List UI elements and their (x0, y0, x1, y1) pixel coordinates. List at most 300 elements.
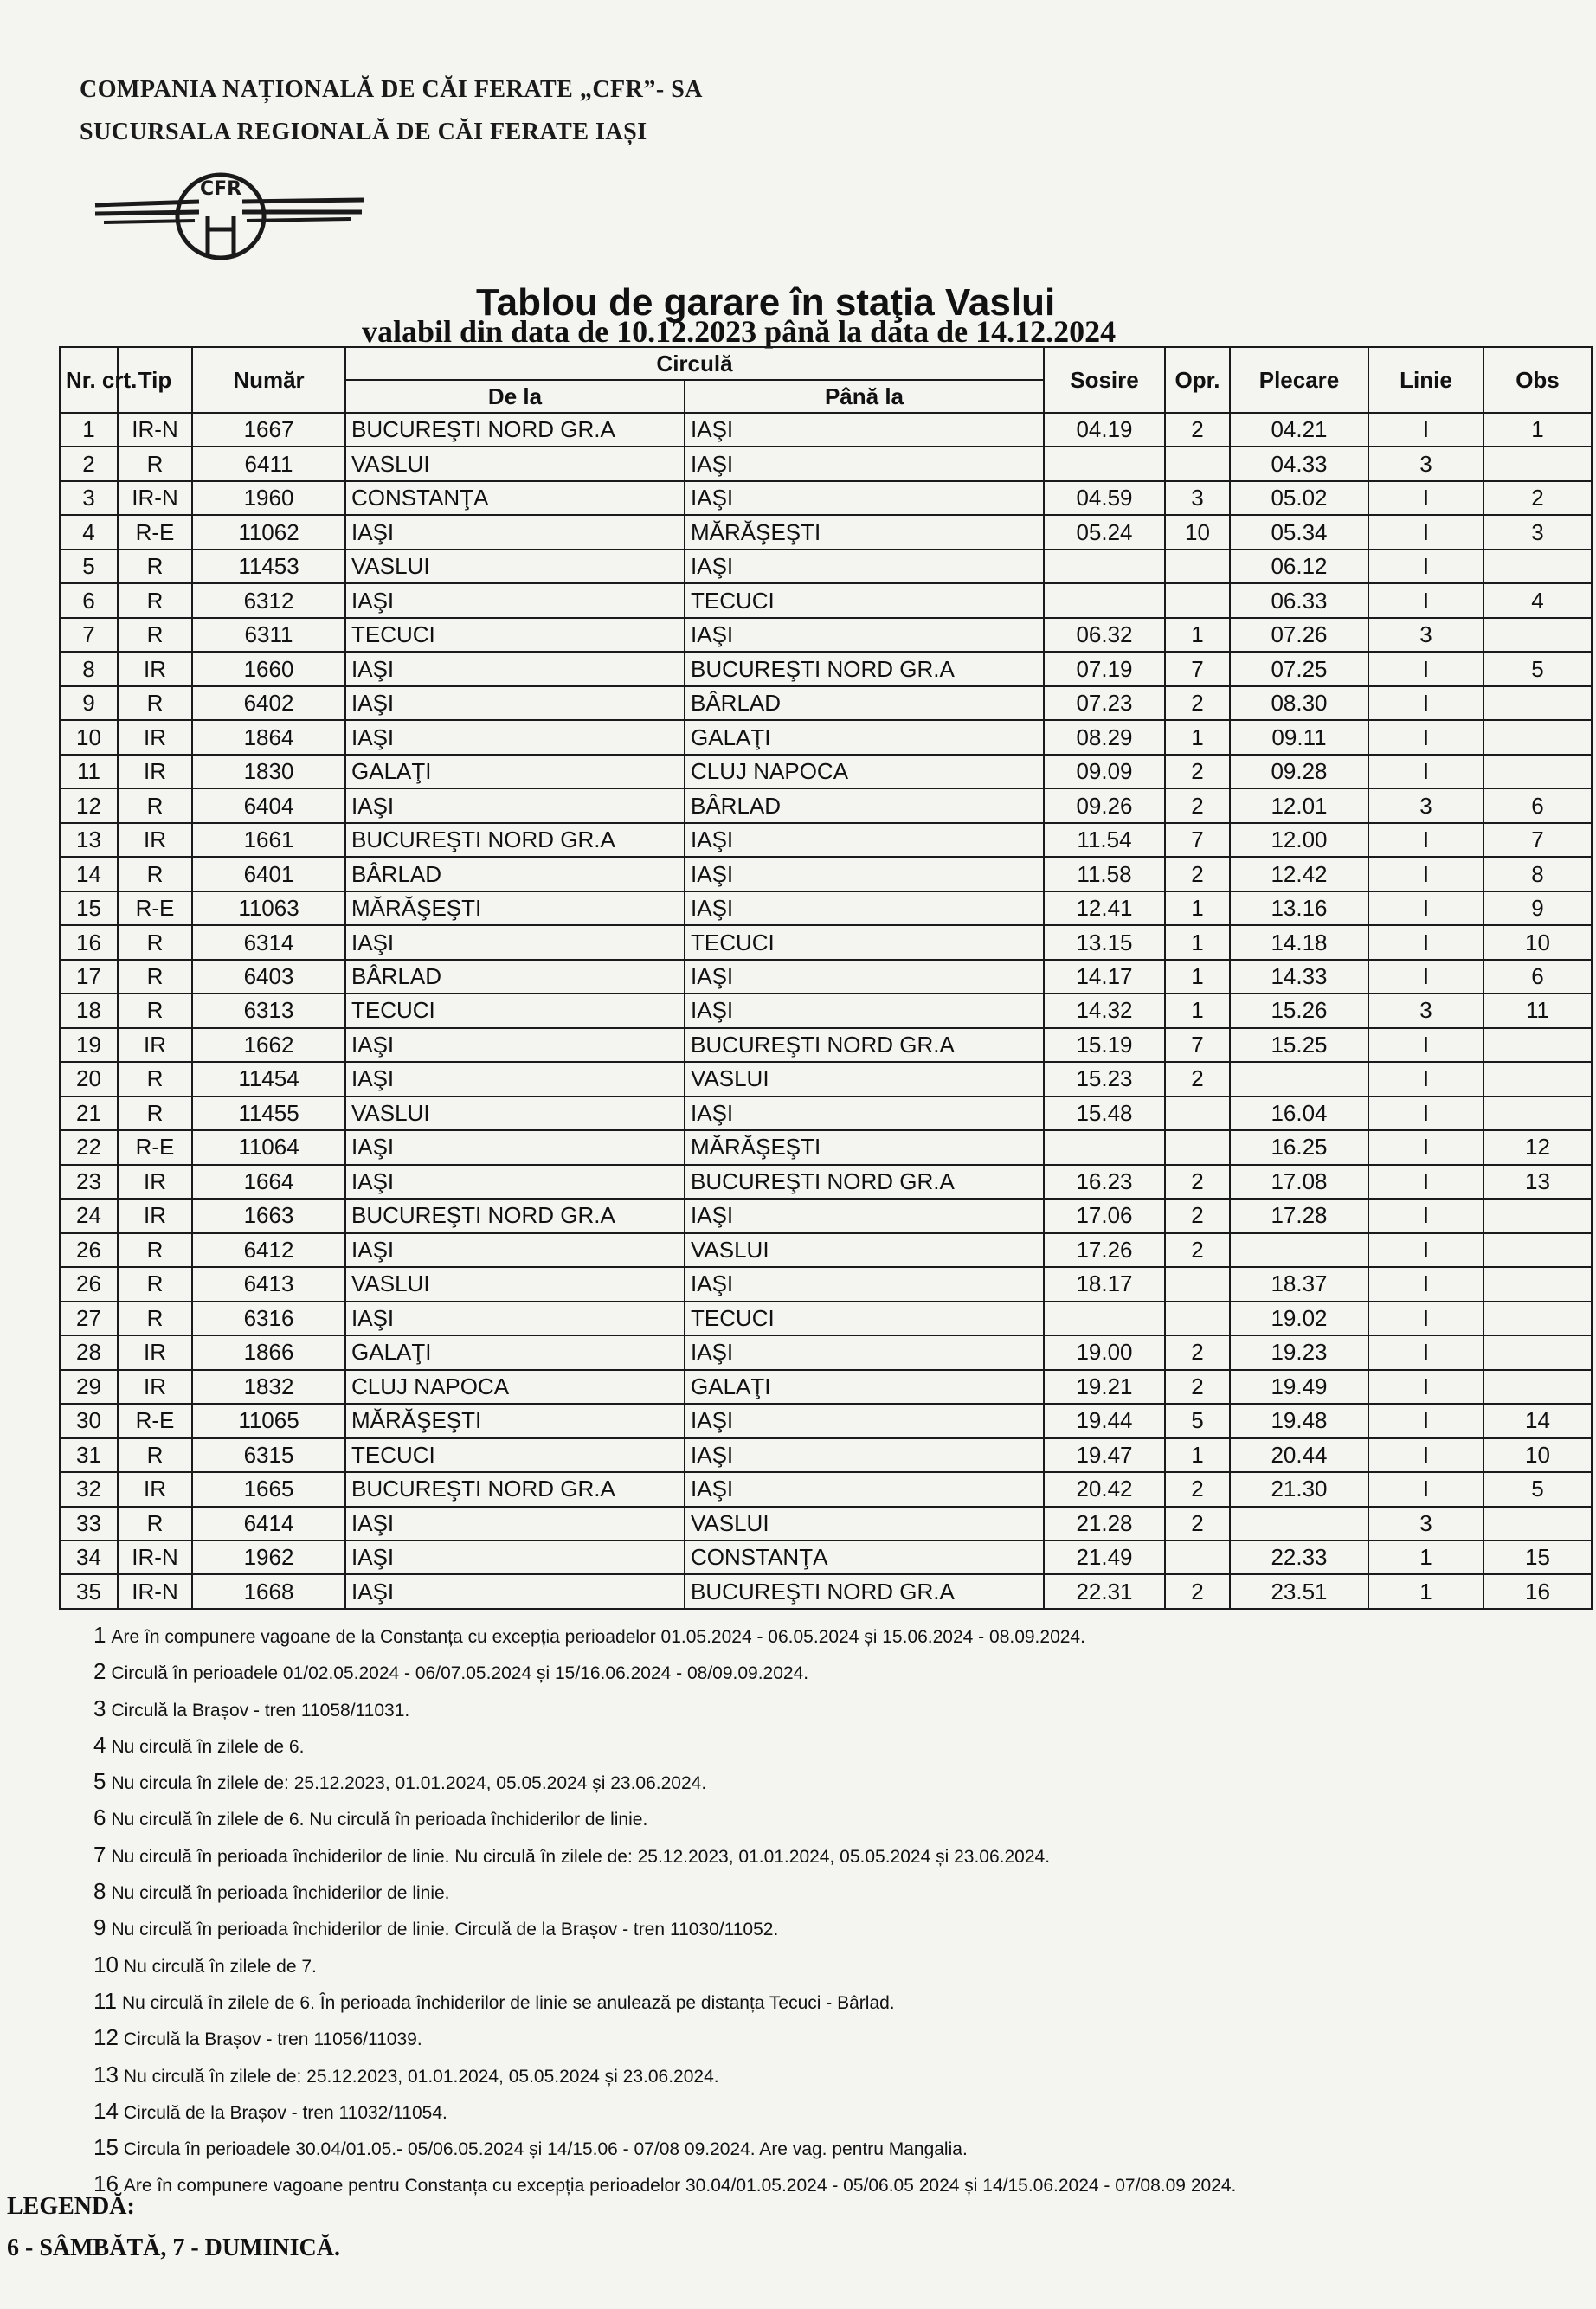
row-de-la: IAŞI (345, 652, 685, 685)
row-de-la: BÂRLAD (345, 857, 685, 891)
row-sosire: 07.23 (1044, 686, 1165, 720)
row-nr: 32 (60, 1472, 118, 1506)
row-tip: IR-N (118, 413, 192, 447)
footnote-number: 1 (93, 1622, 106, 1648)
row-linie: 1 (1368, 1574, 1483, 1609)
row-tip: IR (118, 1370, 192, 1404)
row-linie: I (1368, 1233, 1483, 1267)
row-linie: I (1368, 413, 1483, 447)
row-obs (1483, 686, 1592, 720)
row-tip: R (118, 857, 192, 891)
row-de-la: VASLUI (345, 1097, 685, 1130)
row-pana-la: GALAŢI (685, 720, 1044, 754)
table-row (60, 755, 1592, 788)
row-opr: 2 (1165, 686, 1230, 720)
row-plecare (1230, 1507, 1368, 1540)
table-row (60, 618, 1592, 652)
row-numar: 6403 (192, 960, 345, 994)
row-sosire (1044, 1130, 1165, 1164)
row-de-la: IAŞI (345, 1574, 685, 1609)
row-linie: 3 (1368, 618, 1483, 652)
row-pana-la: BUCUREŞTI NORD GR.A (685, 1574, 1044, 1609)
row-linie: I (1368, 515, 1483, 549)
col-de-la: De la (345, 380, 685, 413)
row-pana-la: BUCUREŞTI NORD GR.A (685, 652, 1044, 685)
footnote (93, 1690, 1236, 1727)
row-obs (1483, 1370, 1592, 1404)
row-obs (1483, 1062, 1592, 1096)
validity-period: valabil din data de 10.12.2023 până la data de 14.12.2024 (362, 314, 1117, 349)
row-obs (1483, 1097, 1592, 1130)
footnote-number: 6 (93, 1804, 106, 1831)
row-de-la: CONSTANŢA (345, 481, 685, 515)
row-opr: 2 (1165, 1507, 1230, 1540)
row-sosire: 15.19 (1044, 1028, 1165, 1062)
footnote (93, 2056, 1236, 2093)
footnote-number: 9 (93, 1914, 106, 1941)
row-linie: 3 (1368, 1507, 1483, 1540)
row-sosire: 17.26 (1044, 1233, 1165, 1267)
row-tip: R-E (118, 1404, 192, 1437)
row-plecare: 14.18 (1230, 925, 1368, 959)
row-nr: 11 (60, 755, 118, 788)
footnotes (93, 1617, 1236, 2203)
row-sosire (1044, 583, 1165, 617)
row-numar: 11453 (192, 550, 345, 583)
row-linie: I (1368, 1404, 1483, 1437)
row-de-la: VASLUI (345, 550, 685, 583)
row-sosire: 17.06 (1044, 1199, 1165, 1232)
row-tip: R (118, 1507, 192, 1540)
row-sosire: 20.42 (1044, 1472, 1165, 1506)
row-numar: 6315 (192, 1438, 345, 1472)
footnote-number: 5 (93, 1768, 106, 1795)
row-tip: R (118, 994, 192, 1027)
row-obs: 2 (1483, 481, 1592, 515)
row-numar: 6401 (192, 857, 345, 891)
table-row (60, 1438, 1592, 1472)
footnote-number: 4 (93, 1731, 106, 1758)
row-obs (1483, 1302, 1592, 1335)
table-row (60, 1302, 1592, 1335)
row-nr: 26 (60, 1267, 118, 1301)
row-obs: 11 (1483, 994, 1592, 1027)
row-tip: IR (118, 755, 192, 788)
row-opr: 1 (1165, 720, 1230, 754)
footnote-number: 16 (93, 2171, 119, 2197)
row-obs: 12 (1483, 1130, 1592, 1164)
footnote (93, 1873, 1236, 1909)
row-numar: 1830 (192, 755, 345, 788)
footnote (93, 1727, 1236, 1763)
col-tip: Tip (118, 347, 192, 413)
row-de-la: IAŞI (345, 1540, 685, 1574)
footnote-text: Circulă în perioadele 01/02.05.2024 - 06/07.05.2024 și 15/16.06.2024 - 08/09.09.2024. (111, 1663, 809, 1684)
col-linie: Linie (1368, 347, 1483, 413)
row-opr: 2 (1165, 1370, 1230, 1404)
row-de-la: BUCUREŞTI NORD GR.A (345, 1199, 685, 1232)
row-linie: I (1368, 1438, 1483, 1472)
table-row (60, 1062, 1592, 1096)
row-pana-la: IAŞI (685, 1267, 1044, 1301)
footnote (93, 1653, 1236, 1689)
col-nr: Nr. crt. (60, 347, 118, 413)
row-plecare: 14.33 (1230, 960, 1368, 994)
row-nr: 26 (60, 1233, 118, 1267)
row-linie: I (1368, 652, 1483, 685)
row-obs (1483, 1199, 1592, 1232)
row-obs: 7 (1483, 823, 1592, 857)
row-opr: 2 (1165, 1165, 1230, 1199)
row-nr: 31 (60, 1438, 118, 1472)
footnote (93, 1909, 1236, 1946)
row-numar: 1960 (192, 481, 345, 515)
row-nr: 5 (60, 550, 118, 583)
row-nr: 4 (60, 515, 118, 549)
row-pana-la: CONSTANŢA (685, 1540, 1044, 1574)
row-tip: R-E (118, 515, 192, 549)
row-numar: 6312 (192, 583, 345, 617)
col-obs: Obs (1483, 347, 1592, 413)
row-sosire: 15.23 (1044, 1062, 1165, 1096)
row-obs (1483, 1267, 1592, 1301)
table-row (60, 1507, 1592, 1540)
row-sosire: 07.19 (1044, 652, 1165, 685)
row-obs: 10 (1483, 1438, 1592, 1472)
row-nr: 22 (60, 1130, 118, 1164)
row-pana-la: IAŞI (685, 823, 1044, 857)
row-plecare: 19.48 (1230, 1404, 1368, 1437)
row-pana-la: IAŞI (685, 413, 1044, 447)
row-tip: IR-N (118, 1574, 192, 1609)
row-pana-la: IAŞI (685, 960, 1044, 994)
row-plecare: 12.42 (1230, 857, 1368, 891)
row-plecare: 17.28 (1230, 1199, 1368, 1232)
row-numar: 1665 (192, 1472, 345, 1506)
row-pana-la: IAŞI (685, 994, 1044, 1027)
row-nr: 34 (60, 1540, 118, 1574)
row-opr (1165, 583, 1230, 617)
row-obs (1483, 618, 1592, 652)
row-opr: 7 (1165, 652, 1230, 685)
row-plecare: 19.49 (1230, 1370, 1368, 1404)
row-opr: 2 (1165, 1199, 1230, 1232)
row-sosire: 09.26 (1044, 788, 1165, 822)
table-row (60, 1472, 1592, 1506)
row-tip: IR (118, 1335, 192, 1369)
row-opr: 2 (1165, 1472, 1230, 1506)
row-numar: 6413 (192, 1267, 345, 1301)
row-obs: 8 (1483, 857, 1592, 891)
footnote (93, 1617, 1236, 1653)
row-sosire: 06.32 (1044, 618, 1165, 652)
row-de-la: VASLUI (345, 1267, 685, 1301)
row-linie: I (1368, 720, 1483, 754)
row-sosire: 18.17 (1044, 1267, 1165, 1301)
row-de-la: IAŞI (345, 925, 685, 959)
row-sosire: 12.41 (1044, 891, 1165, 925)
row-numar: 1667 (192, 413, 345, 447)
row-pana-la: VASLUI (685, 1062, 1044, 1096)
table-row (60, 1540, 1592, 1574)
row-plecare: 15.25 (1230, 1028, 1368, 1062)
row-linie: I (1368, 550, 1483, 583)
row-opr: 2 (1165, 1574, 1230, 1609)
footnote-number: 2 (93, 1658, 106, 1685)
footnote-number: 3 (93, 1695, 106, 1721)
row-pana-la: BÂRLAD (685, 788, 1044, 822)
row-de-la: IAŞI (345, 788, 685, 822)
row-numar: 6316 (192, 1302, 345, 1335)
row-numar: 11065 (192, 1404, 345, 1437)
row-opr (1165, 1267, 1230, 1301)
row-tip: R (118, 618, 192, 652)
footnote-text: Are în compunere vagoane de la Constanța cu excepția perioadelor 01.05.2024 - 06.05.2024 și 15.06.2024 - 08.09.2024. (111, 1627, 1085, 1647)
row-sosire: 05.24 (1044, 515, 1165, 549)
footnote-text: Nu circulă în zilele de 6. (111, 1736, 305, 1757)
footnote-text: Nu circulă în perioada închiderilor de linie. Circulă de la Brașov - tren 11030/11052. (111, 1920, 779, 1940)
row-tip: IR-N (118, 1540, 192, 1574)
row-nr: 17 (60, 960, 118, 994)
row-nr: 16 (60, 925, 118, 959)
footnote (93, 2129, 1236, 2165)
table-row (60, 1267, 1592, 1301)
row-obs: 6 (1483, 788, 1592, 822)
row-nr: 13 (60, 823, 118, 857)
row-pana-la: VASLUI (685, 1233, 1044, 1267)
row-tip: R (118, 1233, 192, 1267)
row-de-la: IAŞI (345, 583, 685, 617)
row-nr: 19 (60, 1028, 118, 1062)
schedule-table (59, 346, 1593, 1610)
branch-name: SUCURSALA REGIONALĂ DE CĂI FERATE IAȘI (80, 119, 647, 145)
row-opr: 1 (1165, 618, 1230, 652)
row-linie: I (1368, 960, 1483, 994)
row-de-la: IAŞI (345, 515, 685, 549)
row-opr: 2 (1165, 857, 1230, 891)
row-opr (1165, 1130, 1230, 1164)
row-opr (1165, 1097, 1230, 1130)
row-obs: 5 (1483, 1472, 1592, 1506)
row-linie: I (1368, 1302, 1483, 1335)
table-row (60, 481, 1592, 515)
row-sosire (1044, 447, 1165, 480)
row-opr: 2 (1165, 1335, 1230, 1369)
table-row (60, 788, 1592, 822)
page-title: Tablou de garare în staţia Vaslui (476, 281, 1056, 324)
row-obs (1483, 550, 1592, 583)
row-nr: 35 (60, 1574, 118, 1609)
company-name: COMPANIA NAȚIONALĂ DE CĂI FERATE „CFR”- SA (80, 76, 703, 103)
row-nr: 10 (60, 720, 118, 754)
row-linie: I (1368, 1062, 1483, 1096)
row-pana-la: IAŞI (685, 1335, 1044, 1369)
row-opr (1165, 1540, 1230, 1574)
row-nr: 21 (60, 1097, 118, 1130)
row-obs (1483, 1507, 1592, 1540)
row-numar: 1661 (192, 823, 345, 857)
row-obs (1483, 755, 1592, 788)
table-row (60, 1097, 1592, 1130)
row-numar: 11064 (192, 1130, 345, 1164)
row-numar: 6404 (192, 788, 345, 822)
table-row (60, 583, 1592, 617)
row-numar: 1662 (192, 1028, 345, 1062)
table-row (60, 1233, 1592, 1267)
footnote-number: 10 (93, 1951, 119, 1978)
row-pana-la: BUCUREŞTI NORD GR.A (685, 1165, 1044, 1199)
row-plecare: 17.08 (1230, 1165, 1368, 1199)
row-de-la: TECUCI (345, 994, 685, 1027)
row-nr: 9 (60, 686, 118, 720)
table-row (60, 1404, 1592, 1437)
footnote-text: Nu circulă în zilele de 6. În perioada închiderilor de linie se anulează pe distanța Tecuci - Bârlad. (122, 1992, 895, 2013)
row-tip: R (118, 1267, 192, 1301)
row-nr: 3 (60, 481, 118, 515)
table-row (60, 1370, 1592, 1404)
row-sosire: 15.48 (1044, 1097, 1165, 1130)
row-sosire: 11.54 (1044, 823, 1165, 857)
footnote-number: 8 (93, 1878, 106, 1905)
row-sosire: 16.23 (1044, 1165, 1165, 1199)
row-plecare: 07.25 (1230, 652, 1368, 685)
row-plecare: 22.33 (1230, 1540, 1368, 1574)
footnote-text: Nu circula în zilele de: 25.12.2023, 01.01.2024, 05.05.2024 și 23.06.2024. (111, 1773, 707, 1794)
row-de-la: IAŞI (345, 1062, 685, 1096)
row-linie: I (1368, 1335, 1483, 1369)
footnote-text: Nu circulă în perioada închiderilor de linie. Nu circulă în zilele de: 25.12.2023, 01.01.2024, 05.05.2024 și 23.06.2024. (111, 1846, 1051, 1867)
row-pana-la: TECUCI (685, 583, 1044, 617)
row-tip: R (118, 1097, 192, 1130)
row-numar: 11454 (192, 1062, 345, 1096)
row-linie: I (1368, 1028, 1483, 1062)
table-row (60, 823, 1592, 857)
row-numar: 6402 (192, 686, 345, 720)
row-nr: 18 (60, 994, 118, 1027)
schedule-table-wrapper (59, 346, 1591, 1610)
row-plecare: 12.00 (1230, 823, 1368, 857)
row-nr: 2 (60, 447, 118, 480)
row-nr: 12 (60, 788, 118, 822)
row-numar: 6412 (192, 1233, 345, 1267)
row-opr: 5 (1165, 1404, 1230, 1437)
row-opr: 2 (1165, 1233, 1230, 1267)
row-tip: IR (118, 720, 192, 754)
row-pana-la: IAŞI (685, 1097, 1044, 1130)
footnote-number: 11 (93, 1987, 117, 2014)
row-tip: R (118, 1302, 192, 1335)
row-sosire: 21.28 (1044, 1507, 1165, 1540)
footnote-text: Circula în perioadele 30.04/01.05.- 05/06.05.2024 și 14/15.06 - 07/08 09.2024. Are vag. pentru Mangalia. (123, 2139, 968, 2160)
row-plecare: 18.37 (1230, 1267, 1368, 1301)
row-obs: 14 (1483, 1404, 1592, 1437)
row-obs (1483, 447, 1592, 480)
table-row (60, 925, 1592, 959)
footnote-number: 14 (93, 2097, 119, 2124)
row-de-la: MĂRĂŞEŞTI (345, 1404, 685, 1437)
footnote-text: Are în compunere vagoane pentru Constanța cu excepția perioadelor 30.04/01.05.2024 - 05/06.05 2024 și 14/15.06.2024 - 07/08.09 2024. (123, 2176, 1237, 2196)
row-pana-la: BUCUREŞTI NORD GR.A (685, 1028, 1044, 1062)
table-row (60, 1130, 1592, 1164)
row-tip: R (118, 686, 192, 720)
row-plecare: 09.28 (1230, 755, 1368, 788)
row-plecare: 12.01 (1230, 788, 1368, 822)
row-tip: R (118, 1438, 192, 1472)
footnote (93, 1836, 1236, 1873)
row-pana-la: IAŞI (685, 447, 1044, 480)
table-row (60, 652, 1592, 685)
row-opr: 2 (1165, 788, 1230, 822)
row-tip: IR-N (118, 481, 192, 515)
footnote-text: Nu circulă în zilele de: 25.12.2023, 01.01.2024, 05.05.2024 și 23.06.2024. (123, 2066, 719, 2087)
table-row (60, 1199, 1592, 1232)
row-numar: 6311 (192, 618, 345, 652)
row-tip: IR (118, 823, 192, 857)
row-sosire: 19.47 (1044, 1438, 1165, 1472)
row-numar: 1663 (192, 1199, 345, 1232)
footnote-text: Circulă de la Brașov - tren 11032/11054. (123, 2102, 447, 2123)
row-de-la: BUCUREŞTI NORD GR.A (345, 413, 685, 447)
row-linie: I (1368, 891, 1483, 925)
row-tip: R-E (118, 891, 192, 925)
row-tip: R (118, 960, 192, 994)
row-nr: 15 (60, 891, 118, 925)
row-tip: R (118, 583, 192, 617)
footnote-text: Nu circulă în zilele de 6. Nu circulă în perioada închiderilor de linie. (111, 1810, 648, 1830)
row-numar: 6313 (192, 994, 345, 1027)
table-row (60, 1165, 1592, 1199)
row-pana-la: TECUCI (685, 925, 1044, 959)
row-opr (1165, 447, 1230, 480)
logo-text: CFR (199, 178, 242, 200)
row-pana-la: IAŞI (685, 618, 1044, 652)
footnote-text: Nu circulă în zilele de 7. (123, 1956, 317, 1977)
row-pana-la: VASLUI (685, 1507, 1044, 1540)
row-pana-la: IAŞI (685, 550, 1044, 583)
row-plecare: 07.26 (1230, 618, 1368, 652)
row-linie: I (1368, 755, 1483, 788)
row-numar: 11063 (192, 891, 345, 925)
cfr-logo-icon (87, 169, 372, 264)
table-row (60, 550, 1592, 583)
col-pana-la: Până la (685, 380, 1044, 413)
table-row (60, 1028, 1592, 1062)
col-numar: Număr (192, 347, 345, 413)
footnote (93, 1799, 1236, 1836)
row-numar: 1864 (192, 720, 345, 754)
row-obs: 6 (1483, 960, 1592, 994)
row-sosire: 21.49 (1044, 1540, 1165, 1574)
table-row (60, 857, 1592, 891)
row-nr: 6 (60, 583, 118, 617)
row-obs: 5 (1483, 652, 1592, 685)
row-nr: 28 (60, 1335, 118, 1369)
row-plecare: 16.04 (1230, 1097, 1368, 1130)
row-numar: 1664 (192, 1165, 345, 1199)
table-row (60, 891, 1592, 925)
row-nr: 8 (60, 652, 118, 685)
footnote-number: 13 (93, 2061, 119, 2087)
row-plecare: 09.11 (1230, 720, 1368, 754)
row-numar: 1866 (192, 1335, 345, 1369)
row-nr: 7 (60, 618, 118, 652)
row-obs: 1 (1483, 413, 1592, 447)
table-row (60, 960, 1592, 994)
row-opr: 3 (1165, 481, 1230, 515)
row-de-la: IAŞI (345, 1302, 685, 1335)
row-plecare: 06.33 (1230, 583, 1368, 617)
row-opr (1165, 1302, 1230, 1335)
